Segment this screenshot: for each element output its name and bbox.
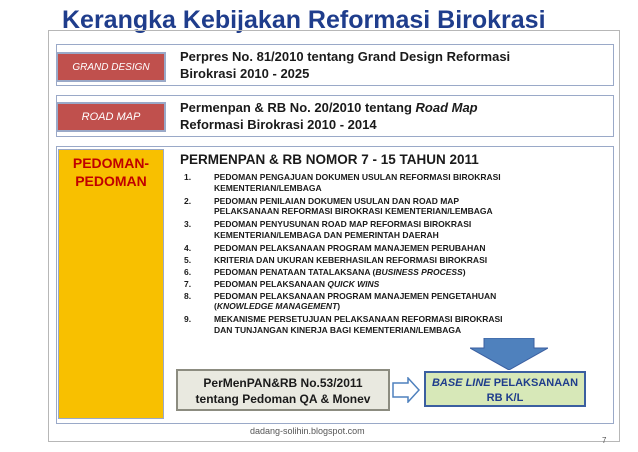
list-item-text bbox=[214, 267, 574, 278]
baseline-line1-italic: BASE LINE bbox=[431, 377, 491, 389]
list-item-number: 7. bbox=[184, 278, 192, 289]
grand-design-tag: GRAND DESIGN bbox=[56, 52, 166, 82]
baseline-box bbox=[424, 371, 586, 407]
list-item-text bbox=[214, 279, 574, 290]
permen53-line2: tentang Pedoman QA & Monev bbox=[195, 392, 371, 406]
pedoman-tag-line1: PEDOMAN- bbox=[72, 155, 150, 171]
list-item-line1: PEDOMAN PELAKSANAAN QUICK WINS bbox=[214, 278, 380, 289]
grand-design-text bbox=[180, 48, 610, 82]
list-item-text bbox=[214, 291, 574, 312]
list-item-line1: PEDOMAN PELAKSANAAN PROGRAM MANAJEMEN PERUBAHAN bbox=[214, 242, 486, 253]
grand-design-line2: Birokrasi 2010 - 2025 bbox=[180, 66, 310, 81]
road-map-line1-prefix: Permenpan & RB No. 20/2010 tentang bbox=[180, 100, 416, 115]
page-title: Kerangka Kebijakan Reformasi Birokrasi bbox=[62, 6, 546, 34]
list-item-line1: PEDOMAN PENYUSUNAN ROAD MAP REFORMASI BIROKRASI bbox=[214, 219, 472, 229]
list-item-line2: PELAKSANAAN REFORMASI BIROKRASI KEMENTERIAN/LEMBAGA bbox=[214, 206, 493, 216]
page-number: 7 bbox=[602, 436, 607, 445]
list-item-line2: (KNOWLEDGE MANAGEMENT) bbox=[214, 301, 341, 311]
road-map-line2: Reformasi Birokrasi 2010 - 2014 bbox=[180, 117, 377, 132]
list-item-line2: KEMENTERIAN/LEMBAGA bbox=[214, 182, 322, 193]
list-item-text bbox=[214, 243, 574, 254]
list-item-text bbox=[214, 219, 574, 240]
baseline-line1-rest: PELAKSANAAN bbox=[490, 377, 579, 389]
list-item-text bbox=[214, 314, 574, 335]
pedoman-heading: PERMENPAN & RB NOMOR 7 - 15 TAHUN 2011 bbox=[180, 152, 479, 167]
list-item-line1: MEKANISME PERSETUJUAN PELAKSANAAN REFORMASI BIROKRASI bbox=[214, 314, 503, 324]
arrow-down-icon bbox=[470, 338, 548, 370]
grand-design-line1: Perpres No. 81/2010 tentang Grand Design Reformasi bbox=[180, 49, 511, 64]
pedoman-tag bbox=[58, 149, 164, 419]
list-item-line1: KRITERIA DAN UKURAN KEBERHASILAN REFORMASI BIROKRASI bbox=[214, 254, 488, 265]
list-item-line1: PEDOMAN PENILAIAN DOKUMEN USULAN DAN ROAD MAP bbox=[214, 195, 460, 206]
road-map-tag: ROAD MAP bbox=[56, 102, 166, 132]
permen53-box bbox=[176, 369, 390, 411]
list-item-text bbox=[214, 172, 574, 193]
permen53-line1: PerMenPAN&RB No.53/2011 bbox=[203, 376, 363, 390]
list-item-text bbox=[214, 255, 574, 266]
list-item-line1: PEDOMAN PENATAAN TATALAKSANA (BUSINESS PROCESS) bbox=[214, 266, 466, 277]
road-map-text bbox=[180, 99, 610, 133]
baseline-line2: RB K/L bbox=[486, 392, 524, 404]
arrow-right-icon bbox=[392, 377, 420, 403]
list-item-number: 2. bbox=[184, 195, 192, 206]
list-item-number: 3. bbox=[184, 219, 192, 229]
list-item-line1: PEDOMAN PENGAJUAN DOKUMEN USULAN REFORMASI BIROKRASI bbox=[214, 172, 501, 182]
list-item-line2: KEMENTERIAN/LEMBAGA DAN PEMERINTAH DAERAH bbox=[214, 229, 439, 240]
list-item-line2: DAN TUNJANGAN KINERJA BAGI KEMENTERIAN/LEMBAGA bbox=[214, 324, 462, 335]
list-item-number: 8. bbox=[184, 290, 192, 301]
list-item-text bbox=[214, 196, 574, 217]
list-item-number: 5. bbox=[184, 254, 192, 265]
road-map-line1-italic: Road Map bbox=[415, 100, 478, 115]
list-item-line1: PEDOMAN PELAKSANAAN PROGRAM MANAJEMEN PENGETAHUAN bbox=[214, 290, 497, 301]
pedoman-tag-line2: PEDOMAN bbox=[75, 173, 147, 189]
baseline-line1 bbox=[426, 376, 584, 391]
road-map-line1 bbox=[180, 99, 610, 116]
footer-source: dadang-solihin.blogspot.com bbox=[250, 426, 365, 436]
list-item-number: 9. bbox=[184, 314, 192, 324]
list-item-number: 4. bbox=[184, 242, 192, 253]
list-item-number: 6. bbox=[184, 266, 192, 277]
list-item-number: 1. bbox=[184, 172, 192, 182]
